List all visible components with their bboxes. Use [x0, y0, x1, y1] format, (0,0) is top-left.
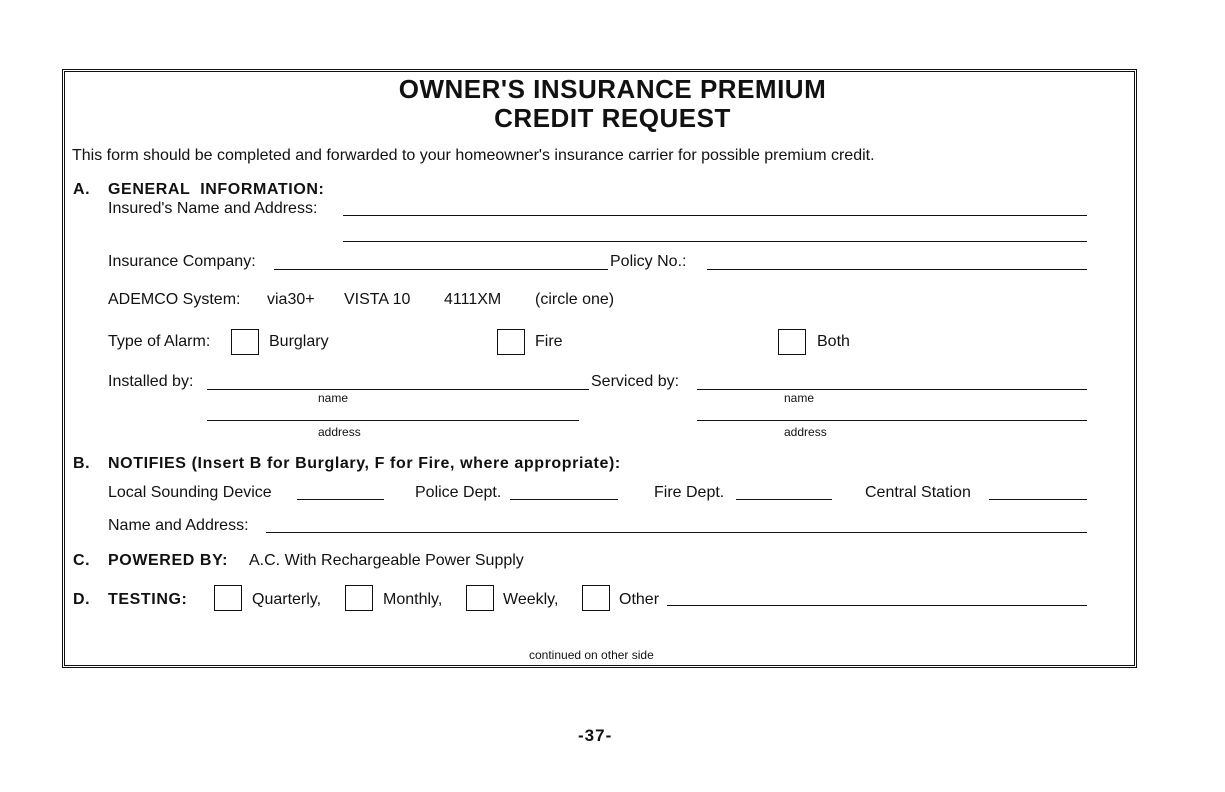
local-sounding-label: Local Sounding Device [108, 484, 272, 501]
section-c-heading: POWERED BY: [108, 552, 229, 569]
system-circle-note: (circle one) [535, 291, 615, 308]
system-option-vista10[interactable]: VISTA 10 [344, 291, 411, 308]
page-number: -37- [578, 726, 613, 745]
police-dept-field[interactable] [510, 499, 618, 500]
powered-by-text: A.C. With Rechargeable Power Supply [249, 552, 524, 569]
weekly-checkbox[interactable] [466, 585, 494, 611]
policy-number-label: Policy No.: [610, 253, 687, 270]
central-station-label: Central Station [865, 484, 971, 501]
policy-number-field[interactable] [707, 269, 1087, 270]
notifies-name-address-field[interactable] [266, 532, 1087, 533]
section-b-letter: B. [73, 455, 91, 472]
installed-by-label: Installed by: [108, 373, 194, 390]
section-a-letter: A. [73, 181, 91, 198]
fire-dept-field[interactable] [736, 499, 832, 500]
both-checkbox[interactable] [778, 329, 806, 355]
other-testing-field[interactable] [667, 605, 1087, 606]
form-title-line1: OWNER'S INSURANCE PREMIUM [398, 74, 827, 104]
insured-name-label: Insured's Name and Address: [108, 200, 318, 217]
installed-by-name-field[interactable] [207, 389, 589, 390]
quarterly-checkbox[interactable] [214, 585, 242, 611]
system-option-via30[interactable]: via30+ [267, 291, 315, 308]
insurance-company-field[interactable] [274, 269, 608, 270]
serviced-address-caption: address [784, 425, 827, 439]
continued-note: continued on other side [529, 648, 654, 662]
insurance-company-label: Insurance Company: [108, 253, 256, 270]
system-option-4111xm[interactable]: 4111XM [444, 291, 502, 308]
weekly-label: Weekly, [503, 591, 559, 608]
burglary-checkbox[interactable] [231, 329, 259, 355]
fire-dept-label: Fire Dept. [654, 484, 725, 501]
monthly-label: Monthly, [383, 591, 443, 608]
section-d-letter: D. [73, 591, 91, 608]
burglary-label: Burglary [269, 333, 329, 350]
intro-text: This form should be completed and forwarded to your homeowner's insurance carrier for possible premium credit. [72, 147, 875, 164]
installed-by-address-field[interactable] [207, 420, 579, 421]
quarterly-label: Quarterly, [252, 591, 322, 608]
section-d-heading: TESTING: [108, 591, 188, 608]
fire-label: Fire [535, 333, 563, 350]
serviced-by-name-field[interactable] [697, 389, 1087, 390]
central-station-field[interactable] [989, 499, 1087, 500]
fire-checkbox[interactable] [497, 329, 525, 355]
installed-name-caption: name [318, 391, 349, 405]
other-label: Other [619, 591, 660, 608]
system-label: ADEMCO System: [108, 291, 241, 308]
both-label: Both [817, 333, 850, 350]
other-checkbox[interactable] [582, 585, 610, 611]
installed-address-caption: address [318, 425, 361, 439]
serviced-name-caption: name [784, 391, 815, 405]
serviced-by-label: Serviced by: [591, 373, 680, 390]
monthly-checkbox[interactable] [345, 585, 373, 611]
notifies-name-address-label: Name and Address: [108, 517, 249, 534]
section-c-letter: C. [73, 552, 91, 569]
section-a-heading: GENERAL INFORMATION: [108, 181, 325, 198]
insured-name-field[interactable] [343, 215, 1087, 216]
serviced-by-address-field[interactable] [697, 420, 1087, 421]
form-title-line2: CREDIT REQUEST [494, 103, 731, 133]
police-dept-label: Police Dept. [415, 484, 502, 501]
section-b-heading: NOTIFIES (Insert B for Burglary, F for Fire, where appropriate): [108, 455, 621, 472]
local-sounding-field[interactable] [297, 499, 384, 500]
insured-address-field[interactable] [343, 241, 1087, 242]
alarm-type-label: Type of Alarm: [108, 333, 211, 350]
